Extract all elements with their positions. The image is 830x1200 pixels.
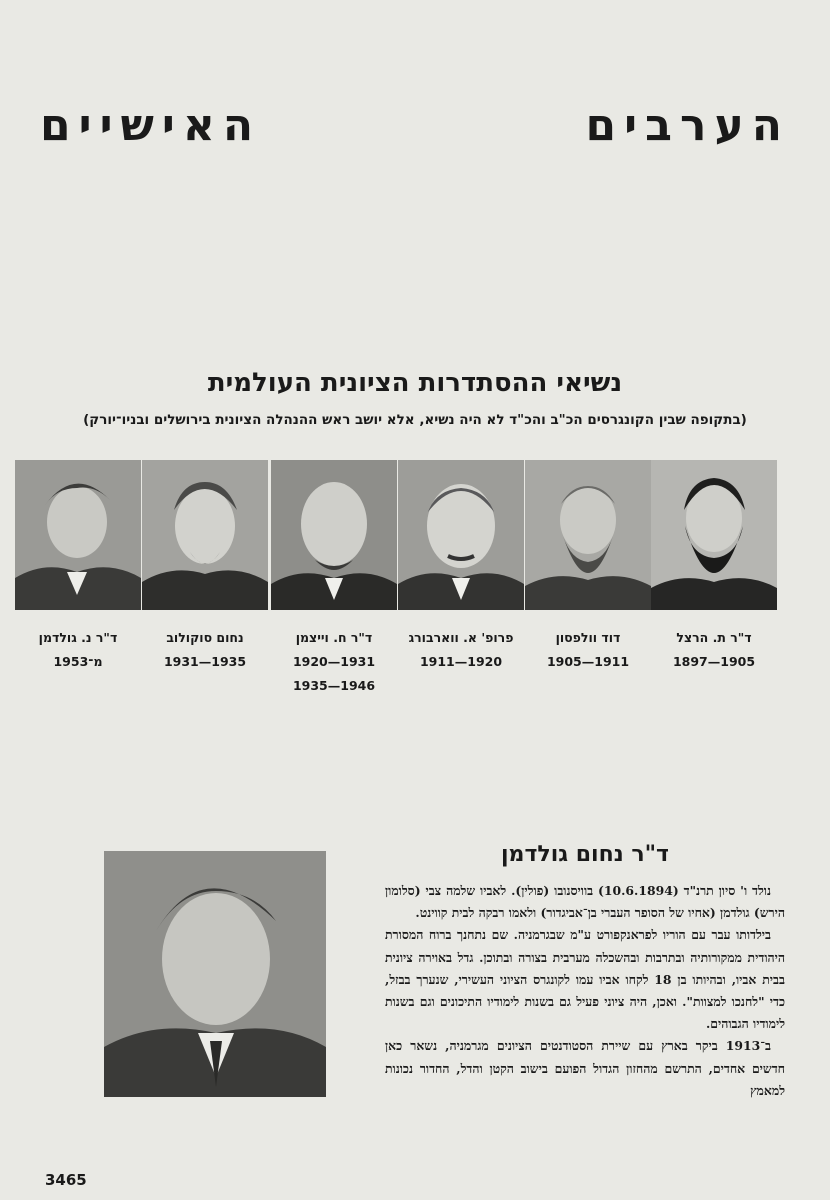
president-name: ד"ר ח. וייצמן bbox=[295, 630, 373, 645]
section-subheading: (בתקופה שבין הקונגרסים הכ"ב והכ"ד לא היה נשיא, אלא יושב ראש ההנהלה הציונית בירושלים ובניו־יורק) bbox=[83, 412, 747, 428]
president-name: פרופ' א. ווארבורג bbox=[408, 630, 514, 645]
president-years: 1931—1920 bbox=[292, 654, 376, 669]
portrait-herzl bbox=[651, 460, 777, 610]
president-name: ד"ר נ. גולדמן bbox=[38, 630, 118, 645]
president-years-second: 1946—1935 bbox=[292, 678, 376, 693]
biography-paragraph: נולד ו' סיון תרנ"ד (10.6.1894) בוויסנובו (פולין). לאביו שלמה צבי (סלומון הירש) גולדמן (אחיו של הסופר העברי בן־אביגדור) ולאמו רבקה לבית קווינט. bbox=[385, 883, 785, 921]
biography-photo bbox=[104, 851, 326, 1097]
biography-title: ד"ר נחום גולדמן bbox=[500, 842, 669, 867]
president-name: ד"ר ת. הרצל bbox=[676, 630, 752, 645]
president-caption bbox=[525, 626, 651, 674]
president-years: מ־1953 bbox=[53, 654, 103, 669]
page-number: 3465 bbox=[45, 1171, 87, 1189]
president-years: 1920—1911 bbox=[419, 654, 503, 669]
portrait-warburg bbox=[398, 460, 524, 610]
president-name: נחום סוקולוב bbox=[166, 630, 244, 645]
biography-paragraph: בילדותו עבר עם הוריו לפראנקפורט ע"מ שבגרמניה. שם נתחנך ברוח המסורת היהודית ממקורותיה ובתרבות ובהשכלה מערבית בצורה ובתוכן. גדל באוירה ציונית בבית אביו, ובהיותו בן 18 לקחו אביו עמו לקונגרס הציוני העשירי, שנערך בבזל, כדי "לחנכו למצוות". ואכן, היה ציוני פעיל גם בשנות לימודיו התיכונים וגם בשנות לימודיו הגבוהים. bbox=[385, 927, 785, 1032]
president-years: 1911—1905 bbox=[546, 654, 630, 669]
portrait-wolffsohn bbox=[525, 460, 651, 610]
president-caption bbox=[398, 626, 524, 674]
biography-text bbox=[385, 880, 785, 1102]
president-caption bbox=[271, 626, 397, 698]
president-caption bbox=[15, 626, 141, 674]
portrait-sokolow bbox=[142, 460, 268, 610]
president-years: 1905—1897 bbox=[672, 654, 756, 669]
page-title: הערבים האישיים bbox=[40, 100, 790, 151]
biography-paragraph: ב־1913 ביקר בארץ עם שיירת הסטודנטים הציונים מגרמניה, נשאר כאן חדשים אחדים, התרשם מהחזון הגדול הפועם בישוב הקטן והדל, החדור נכונות למאמץ bbox=[385, 1038, 785, 1098]
portrait-weizmann bbox=[271, 460, 397, 610]
president-caption bbox=[142, 626, 268, 674]
president-name: דוד וולפסון bbox=[555, 630, 621, 645]
section-heading: נשיאי ההסתדרות הציונית העולמית bbox=[207, 368, 623, 398]
president-caption bbox=[651, 626, 777, 674]
portrait-goldmann bbox=[15, 460, 141, 610]
president-years: 1935—1931 bbox=[163, 654, 247, 669]
portrait-row bbox=[15, 460, 777, 610]
